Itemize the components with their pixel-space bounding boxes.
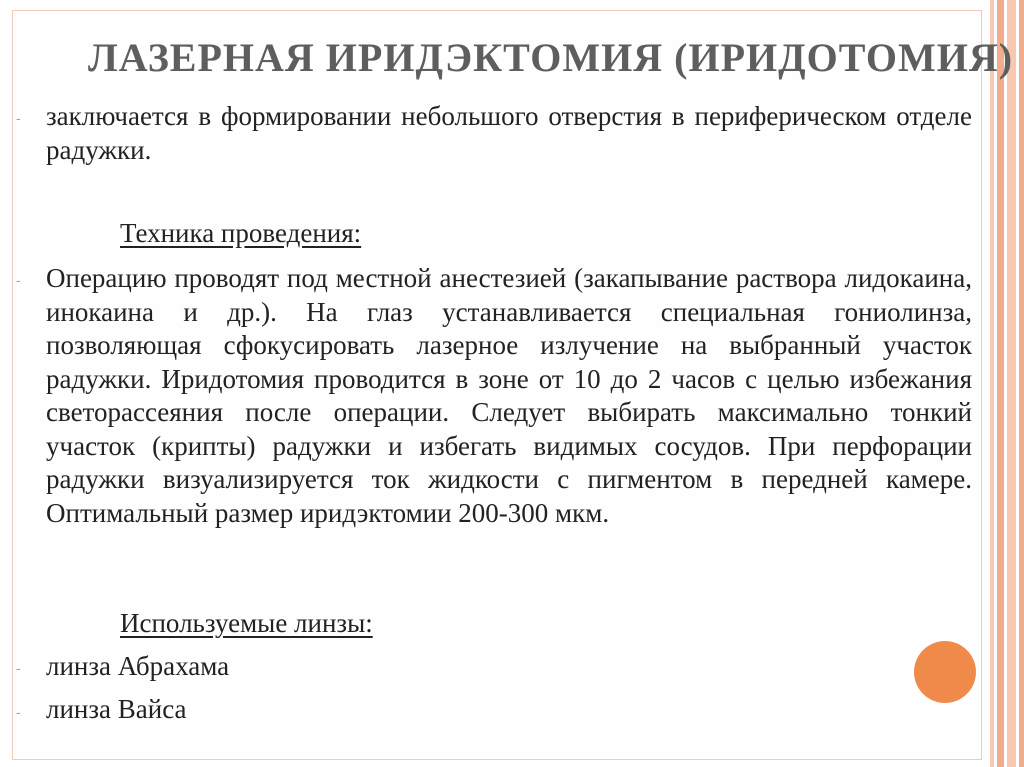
stripe-1 — [990, 0, 994, 767]
stripe-3 — [1007, 0, 1016, 767]
stripe-4 — [1019, 0, 1024, 767]
subheading-technique: Техника проведения: — [120, 218, 362, 248]
stripe-2 — [997, 0, 1004, 767]
slide-title: ЛАЗЕРНАЯ ИРИДЭКТОМИЯ (ИРИДОТОМИЯ) — [88, 35, 1014, 80]
bullet-marker: - — [16, 272, 21, 288]
paragraph-description: заключается в формировании небольшого отверстия в периферическом отделе радужки. — [46, 101, 972, 165]
subheading-lenses: Используемые линзы: — [120, 608, 373, 638]
list-item-lens: линза Абрахама — [46, 651, 230, 681]
bullet-marker: - — [16, 660, 21, 676]
paragraph-technique: Операцию проводят под местной анестезией (закапывание раствора лидокаина, инокаина и др.). На глаз устанавливается специальная гониолинза, позволяющая сфокусировать лазерное излучение на выбранный участок радужки. Иридотомия проводится в зоне от 10 до 2 часов с целью избежания светорассеяния после операции. Следует выбирать максимально тонкий участок (крипты) радужки и избегать видимых сосудов. При перфорации радужки визуализируется ток жидкости с пигментом в передней камере. Оптимальный размер иридэктомии 200-300 мкм. — [46, 263, 972, 528]
side-stripes — [986, 0, 1024, 767]
list-item-lens: линза Вайса — [46, 694, 187, 724]
bullet-marker: - — [16, 110, 21, 126]
decorative-circle-icon — [914, 641, 976, 703]
bullet-marker: - — [16, 704, 21, 720]
